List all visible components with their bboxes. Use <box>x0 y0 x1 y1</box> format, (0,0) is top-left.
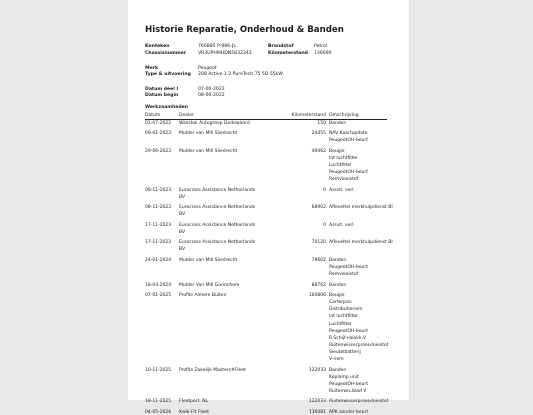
cell-omschrijving: Remvloeistof <box>329 177 359 182</box>
cell-dealer: Mulder Van Mill Gorinchem <box>179 282 240 288</box>
cell-kilometerstand: 122033 <box>308 367 326 373</box>
type-label: Type & uitvoering <box>145 72 191 77</box>
cell-dealer: Eurocross Assistance Netherlands <box>179 240 256 246</box>
cell-omschrijving: Luchtfilter <box>329 162 352 168</box>
brandstof-value: Petrol <box>314 44 328 49</box>
cell-omschrijving: Bougie <box>329 293 345 299</box>
cell-omschrijving: V-riem <box>329 357 344 362</box>
cell-dealer: Fleetport. NL <box>179 399 209 405</box>
datum-deel1-label: Datum deel I <box>145 87 179 92</box>
cell-omschrijving: Banden <box>329 282 347 288</box>
cell-omschrijving: Int luchtfilter <box>329 155 359 161</box>
cell-dealer: BV <box>179 247 186 253</box>
cell-omschrijving: Ruitenwisserproeivloeistof <box>329 342 389 348</box>
cell-omschrijving: PeugeotOH-beurt <box>329 381 368 387</box>
cell-kilometerstand: 70120 <box>311 240 326 246</box>
cell-datum: 18-04-2024 <box>145 282 172 288</box>
cell-kilometerstand: 88762 <box>311 282 326 288</box>
cell-omschrijving: Carterpan <box>329 300 352 306</box>
cell-kilometerstand: 24455 <box>311 131 326 136</box>
cell-kilometerstand: 104806 <box>308 293 326 299</box>
cell-dealer: Mulder van Mill Sliedrecht <box>179 148 238 154</box>
section-title: Werkzaamheden <box>145 105 189 110</box>
cell-kilometerstand: 68902 <box>311 205 326 211</box>
merk-label: Merk <box>145 66 159 71</box>
cell-omschrijving: Ruitenwis.blad V <box>329 388 367 394</box>
cell-omschrijving: Bougie <box>329 148 345 154</box>
cell-datum: 07-01-2025 <box>145 293 172 299</box>
cell-omschrijving: PeugeotOH-beurt <box>329 265 368 270</box>
cell-dealer: Wasstok Autogroep Dodewaard <box>179 120 250 126</box>
col-header-omschrijving: Omschrijving <box>329 113 359 118</box>
cell-kilometerstand: 150 <box>317 120 326 126</box>
cell-omschrijving: Banden <box>329 120 347 126</box>
cell-datum: 08-11-2023 <box>145 187 172 193</box>
cell-omschrijving: PeugeotOH-beurt <box>329 169 368 175</box>
cell-kilometerstand: 0 <box>323 222 326 228</box>
header-divider <box>145 119 387 120</box>
cell-dealer: Eurocross Assistance Netherlands <box>179 187 256 193</box>
col-header-datum: Datum <box>145 113 161 118</box>
cell-datum: 01-07-2022 <box>145 120 172 126</box>
cell-datum: 04-05-2026 <box>145 409 172 415</box>
cell-omschrijving: Int luchtfilter <box>329 314 359 320</box>
cell-datum: 17-11-2023 <box>145 222 172 228</box>
cell-dealer: Profile Zakelijk Masters#Fleet <box>179 367 246 373</box>
cell-omschrijving: Assist. verl. <box>329 222 355 228</box>
cell-dealer: BV <box>179 212 186 218</box>
cell-omschrijving: Luchtfilter <box>329 321 352 327</box>
cell-omschrijving: APK zonder beurt <box>329 409 369 415</box>
cell-datum: 08-11-2023 <box>145 205 172 211</box>
brandstof-label: Brandstof <box>268 44 294 49</box>
cell-omschrijving: Banden <box>329 257 347 263</box>
cell-dealer: BV <box>179 194 186 200</box>
cell-datum: 29-06-2023 <box>145 148 172 154</box>
merk-value: Peugeot <box>198 66 217 71</box>
cell-omschrijving: Afleveltel merkhulpdienst BI <box>329 240 393 246</box>
cell-dealer: Eurocross Assistance Netherlands <box>179 205 256 211</box>
kilometerstand-value: 136090 <box>314 51 332 56</box>
col-header-dealer: Dealer <box>179 113 194 118</box>
page-title: Historie Reparatie, Onderhoud & Banden <box>145 25 344 35</box>
cell-kilometerstand: 49462 <box>311 148 326 154</box>
datum-deel1-value: 07-06-2022 <box>198 87 225 92</box>
cell-kilometerstand: 0 <box>323 187 326 193</box>
cell-omschrijving: PeugeotOH-beurt <box>329 138 368 144</box>
col-header-kilometerstand: Kilometerstand <box>291 113 326 118</box>
cell-kilometerstand: 78602 <box>311 257 326 263</box>
datum-begin-label: Datum begin <box>145 93 179 98</box>
cell-kilometerstand: 122033 <box>308 399 326 405</box>
datum-begin-value: 08-06-2022 <box>198 93 225 98</box>
kilometerstand-label: Kilometerstand <box>268 51 308 56</box>
cell-dealer: Eurocross Assistance Netherlands <box>179 222 256 228</box>
cell-omschrijving: Distributieriem <box>329 307 363 313</box>
cell-omschrijving: Afleveltel merkhulpdienst BI <box>329 205 393 211</box>
cell-omschrijving: NAV Kaartupdate <box>329 131 368 136</box>
cell-dealer: Mulder van Mill Sliedrecht <box>179 257 238 263</box>
cell-datum: 18-11-2025 <box>145 399 172 405</box>
cell-dealer: Kwik-Fit Fleet <box>179 409 209 415</box>
document-page <box>128 0 409 415</box>
chassis-value: VR3UPHMHDN5832343 <box>198 51 252 56</box>
kenteken-value: 766885 P-986-JL <box>198 44 236 49</box>
cell-kilometerstand: 136081 <box>308 409 326 415</box>
cell-omschrijving: Assist. verl. <box>329 187 355 193</box>
cell-dealer: Profile Almere Buiten <box>179 293 227 299</box>
cell-datum: 17-11-2023 <box>145 240 172 246</box>
cell-dealer: BV <box>179 229 186 235</box>
cell-omschrijving: Banden <box>329 367 347 373</box>
cell-datum: 10-11-2025 <box>145 367 172 373</box>
cell-omschrijving: Koplamp unit <box>329 374 359 380</box>
cell-omschrijving: PeugeotOH-beurt <box>329 328 368 334</box>
cell-datum: 24-01-2024 <box>145 257 172 263</box>
cell-datum: 09-01-2023 <box>145 131 172 136</box>
cell-dealer: Mulder van Mill Sliedrecht <box>179 131 238 136</box>
chassis-label: Chassisnummer <box>145 51 187 56</box>
type-value: 208 Active 1.2 PureTech 75 5D 55kW <box>198 72 283 77</box>
cell-omschrijving: Sleutelbatterij <box>329 349 361 355</box>
kenteken-label: Kenteken <box>145 44 170 49</box>
cell-omschrijving: Remvloeistof <box>329 272 359 278</box>
cell-omschrijving: Ruitenwisserproeivloeistof <box>329 399 389 405</box>
cell-omschrijving: R.Schijf+blokk.V <box>329 335 367 341</box>
